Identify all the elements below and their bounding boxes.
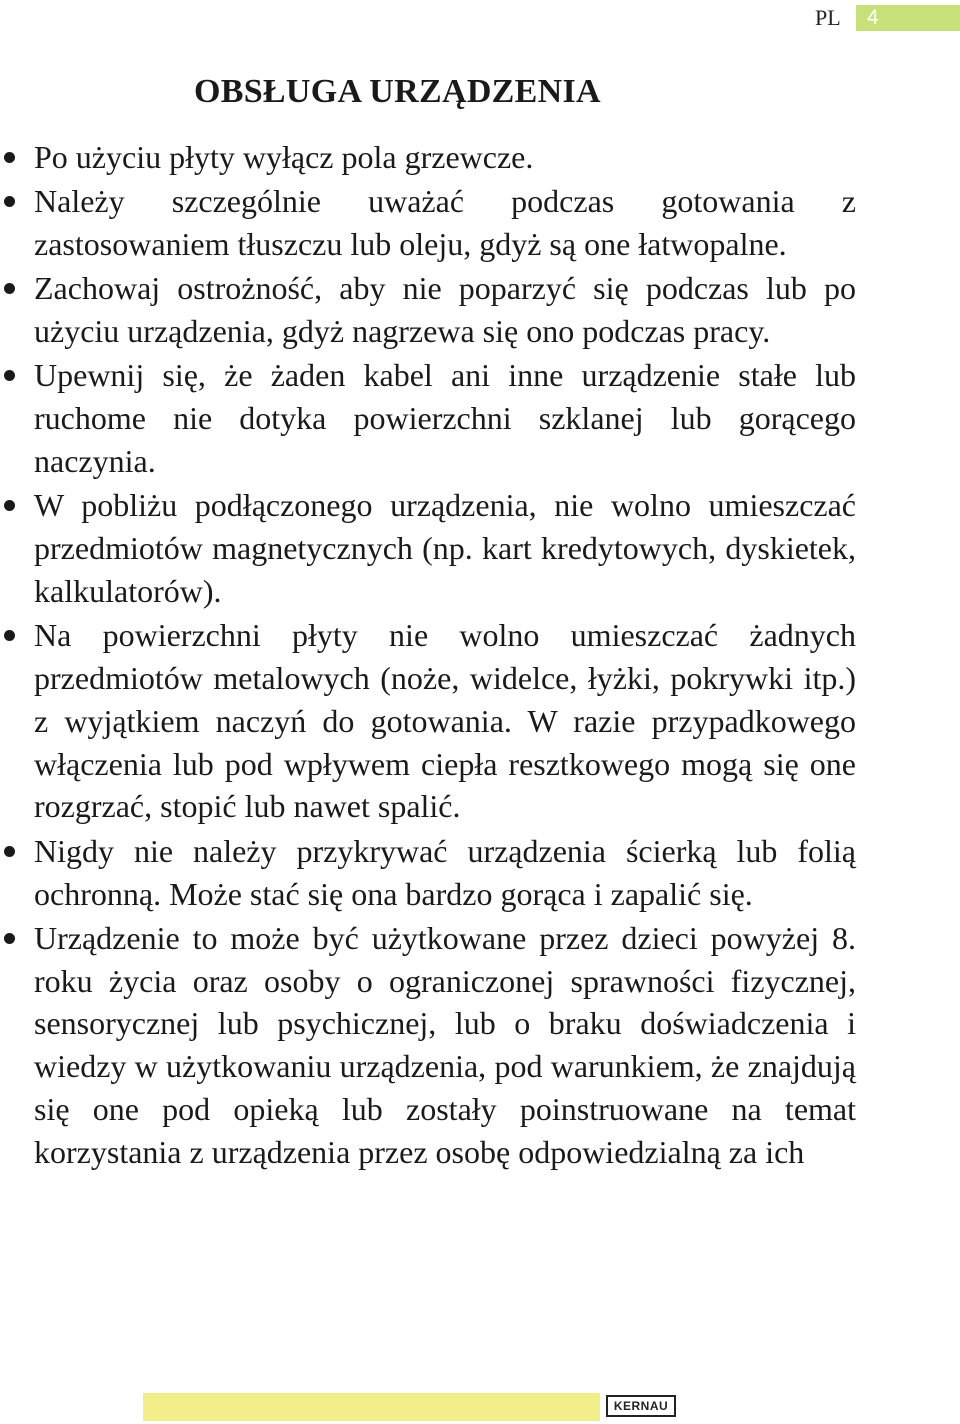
list-item-text: W pobliżu podłączonego urządzenia, nie wolno umieszczać przedmiotów magnetycznych (np. kart kredytowych, dyskietek, kalkulatorów).: [34, 487, 856, 609]
brand-logo: [606, 1395, 676, 1417]
list-item: [0, 917, 856, 1174]
list-item: [0, 830, 856, 916]
footer-bar: [143, 1393, 600, 1421]
bullet-icon: [4, 933, 15, 944]
bullet-icon: [4, 500, 15, 511]
list-item: [0, 354, 856, 482]
list-item-text: Po użyciu płyty wyłącz pola grzewcze.: [34, 139, 534, 175]
bullet-icon: [4, 196, 15, 207]
language-label: PL: [815, 5, 841, 30]
brand-logo-text: KERNAU: [613, 1399, 669, 1413]
list-item-text: Upewnij się, że żaden kabel ani inne urządzenie stałe lub ruchome nie dotyka powierzchni szklanej lub gorącego naczynia.: [34, 357, 856, 480]
page-number: 4: [867, 6, 879, 29]
bullet-icon: [4, 370, 15, 381]
list-item: [0, 484, 856, 612]
list-item: [0, 614, 856, 828]
list-item: [0, 267, 856, 353]
bullet-icon: [4, 846, 15, 857]
list-item-text: Nigdy nie należy przykrywać urządzenia ścierką lub folią ochronną. Może stać się ona bardzo gorąca i zapalić się.: [34, 832, 856, 912]
section-title: OBSŁUGA URZĄDZENIA: [194, 73, 601, 110]
list-item-text: Na powierzchni płyty nie wolno umieszczać żadnych przedmiotów metalowych (noże, widelce, łyżki, pokrywki itp.) z wyjątkiem naczyń do gotowania. W razie przypadkowego włączenia lub pod wpływem ciepła resztkowego mogą się one rozgrzać, stopić lub nawet spalić.: [34, 617, 856, 825]
page-number-badge: [856, 5, 960, 31]
list-item: [0, 180, 856, 266]
instruction-list: [0, 136, 960, 1175]
list-item-text: Zachowaj ostrożność, aby nie poparzyć się podczas lub po użyciu urządzenia, gdyż nagrzewa się ono podczas pracy.: [34, 270, 856, 350]
bullet-icon: [4, 283, 15, 294]
bullet-icon: [4, 630, 15, 641]
bullet-icon: [4, 152, 15, 163]
list-item: [0, 136, 856, 179]
list-item-text: Urządzenie to może być użytkowane przez dzieci powyżej 8. roku życia oraz osoby o ograniczonej sprawności fizycznej, sensorycznej lub psychicznej, lub o braku doświadczenia i wiedzy w użytkowaniu urządzenia, pod warunkiem, że znajdują się one pod opieką lub zostały poinstruowane na temat korzystania z urządzenia przez osobę odpowiedzialną za ich: [34, 919, 856, 1170]
list-item-text: Należy szczególnie uważać podczas gotowania z zastosowaniem tłuszczu lub oleju, gdyż są one łatwopalne.: [34, 183, 856, 263]
